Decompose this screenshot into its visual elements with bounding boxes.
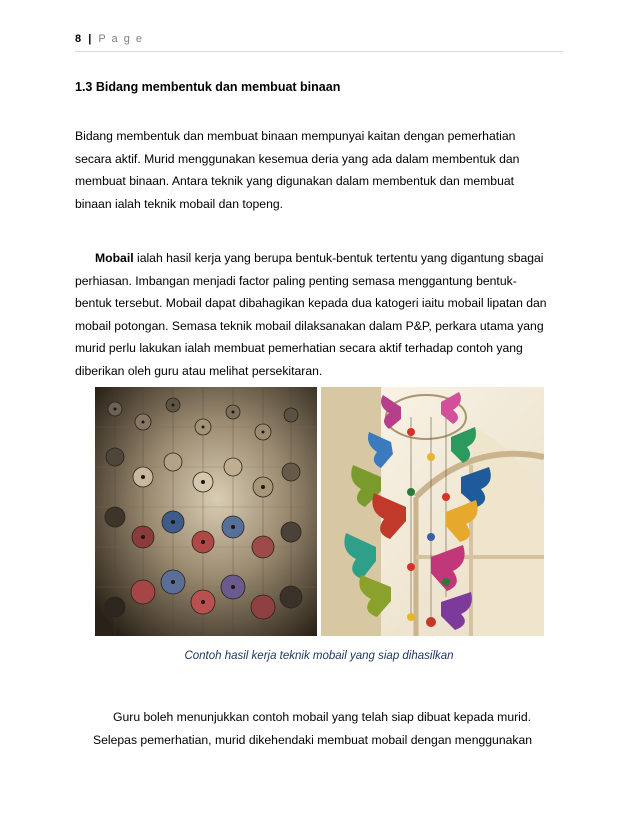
paragraph-mobail: [75, 247, 565, 382]
page-number: 8: [75, 33, 82, 45]
figure-caption: Contoh hasil kerja teknik mobail yang siap dihasilkan: [184, 650, 454, 662]
paragraph-line: mobail potongan. Semasa teknik mobail dilaksanakan dalam P&P, perkara utama yang: [75, 318, 544, 333]
section-heading: 1.3 Bidang membentuk dan membuat binaan: [75, 80, 341, 94]
header-separator: |: [88, 33, 92, 45]
paragraph-intro: [75, 125, 565, 215]
paragraph-line: [75, 247, 565, 270]
page-label: P a g e: [98, 33, 144, 45]
paragraph-line: Bidang membentuk dan membuat binaan mempunyai kaitan dengan pemerhatian: [75, 129, 516, 143]
cd-mobile-photo: [95, 387, 317, 636]
paragraph-line: murid perlu lakukan ialah membuat pemerhatian secara aktif terhadap contoh yang: [75, 341, 523, 355]
paragraph-line: secara aktif. Murid menggunakan kesemua deria yang ada dalam membentuk dan: [75, 151, 520, 166]
paragraph-guru: [93, 706, 583, 751]
paragraph-line: binaan ialah teknik mobail dan topeng.: [75, 196, 284, 211]
paragraph-line-rest: ialah hasil kerja yang berupa bentuk-bentuk tertentu yang digantung sbagai: [133, 251, 544, 265]
butterfly-mobile-photo: [321, 387, 544, 636]
paragraph-line: membuat binaan. Antara teknik yang digunakan dalam membentuk dan membuat: [75, 174, 515, 188]
header-divider: [75, 51, 563, 52]
paragraph-line: diberikan oleh guru atau melihat persekitaran.: [75, 363, 323, 378]
paragraph-line: perhiasan. Imbangan menjadi factor paling penting semasa menggantung bentuk-: [75, 273, 517, 288]
term-mobail: Mobail: [95, 251, 134, 265]
page-header: [75, 33, 144, 45]
mobile-example-photos: [95, 387, 544, 636]
paragraph-line: bentuk tersebut. Mobail dapat dibahagikan kepada dua katogeri iaitu mobail lipatan dan: [75, 296, 547, 310]
paragraph-line: Selepas pemerhatian, murid dikehendaki membuat mobail dengan menggunakan: [93, 732, 533, 747]
paragraph-line: Guru boleh menunjukkan contoh mobail yang telah siap dibuat kepada murid.: [113, 710, 532, 724]
